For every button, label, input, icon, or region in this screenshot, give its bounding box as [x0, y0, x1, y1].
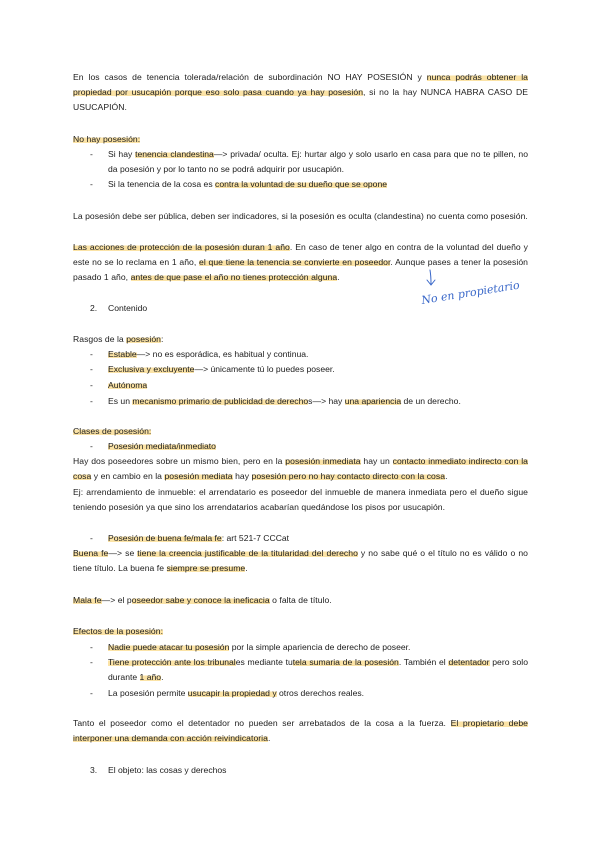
highlight: posesión [126, 334, 162, 344]
bullet: - [90, 380, 93, 390]
text: de un derecho. [401, 396, 461, 406]
text: Es un [108, 396, 133, 406]
heading-efectos [73, 624, 528, 639]
bullet: - [90, 533, 93, 543]
text: . [161, 672, 164, 682]
text: La posesión debe ser pública, deben ser indicadores, si la posesión es oculta (clandestina) no cuenta como posesión. [73, 211, 528, 221]
bullet: - [90, 149, 93, 159]
highlight: contacto inmediato indirecto con la cosa [73, 456, 529, 481]
section-title: Contenido [108, 303, 148, 313]
paragraph-mediata-inmediata [73, 454, 528, 484]
heading-rasgos [73, 332, 528, 347]
highlight: Exclusiva y excluyente [108, 364, 195, 374]
highlight: siempre se presume [166, 563, 246, 573]
list-item [108, 347, 528, 362]
heading-text: No hay posesión: [73, 134, 141, 144]
highlight: oseedor sabe y conoce la ineficacia [131, 595, 270, 605]
highlight: detentador [448, 657, 490, 667]
text: . [337, 272, 340, 282]
text: Si la tenencia de la cosa es [108, 179, 216, 189]
bullet: - [90, 179, 93, 189]
text: , si no la hay NUNCA HABRA CASO DE USUCAPIÓN. [73, 87, 528, 112]
text: y no sabe qué o el título no es válido o no tiene título. La buena fe [73, 548, 528, 573]
text: La posesión permite [108, 688, 188, 698]
paragraph-posesion-publica [73, 209, 528, 224]
highlight: usucapir la propiedad y [187, 688, 277, 698]
handwritten-note [418, 268, 558, 318]
list-item [108, 177, 528, 192]
text: —> se [108, 548, 138, 558]
section-title: El objeto: las cosas y derechos [108, 765, 227, 775]
highlight: Clases de posesión: [73, 426, 152, 436]
text: Hay dos poseedores sobre un mismo bien, pero en la [73, 456, 286, 466]
text: —> no es esporádica, es habitual y continua. [136, 349, 309, 359]
highlight: tela sumaria de la posesión [292, 657, 399, 667]
highlight: Autónoma [108, 380, 148, 390]
bullet: - [90, 657, 93, 667]
text: . También el [398, 657, 449, 667]
list-item [108, 378, 528, 393]
text: Si hay [108, 149, 136, 159]
bullet: - [90, 441, 93, 451]
text: . En caso de tener algo en contra de la voluntad del dueño y este no se lo reclama en 1 año, [73, 242, 528, 267]
text: . [267, 733, 271, 743]
text: es mediante tu [235, 657, 293, 667]
highlight: posesión mediata [164, 471, 233, 481]
highlight: una apariencia [344, 396, 402, 406]
text: En los casos de tenencia tolerada/relación de subordinación NO HAY POSESIÓN y [73, 72, 427, 82]
paragraph-mala-fe [73, 593, 528, 608]
handwritten-text: No en propietario [420, 278, 521, 307]
text: o falta de título. [269, 595, 332, 605]
highlight: Posesión de buena fe/mala fe [108, 533, 222, 543]
list-item [108, 531, 528, 546]
highlight: Posesión mediata/inmediato [108, 441, 216, 451]
heading-no-hay-posesion [73, 132, 528, 147]
text: s—> hay [308, 396, 345, 406]
highlight: tenencia clandestina [135, 149, 214, 159]
paragraph-ejemplo-arrendamiento [73, 485, 528, 515]
text: : art 521-7 CCCat [221, 533, 290, 543]
bullet: - [90, 349, 93, 359]
text: . Aunque pases a tener la posesión pasado 1 año, [73, 257, 528, 282]
highlight: 1 año [139, 672, 162, 682]
list-item [108, 640, 528, 655]
highlight: Efectos de la posesión: [73, 626, 164, 636]
text: Rasgos de la [73, 334, 127, 344]
list-item [108, 686, 528, 701]
list-item [108, 439, 528, 454]
highlight: Buena fe [73, 548, 109, 558]
text: —> únicamente tú lo puedes poseer. [194, 364, 335, 374]
text: —> el p [101, 595, 132, 605]
highlight: antes de que pase el año no tienes protección alguna [130, 272, 338, 282]
section-number: 2. [90, 303, 98, 313]
highlight: Las acciones de protección de la posesión duran 1 año [73, 242, 290, 252]
list-item [108, 655, 528, 685]
list-item [108, 362, 528, 377]
text: Ej: arrendamiento de inmueble: el arrendatario es poseedor del inmueble de manera inmediata pero el dueño sigue teniendo posesión ya que sino los arrendatarios acabarían quedándose los pisos por usucapión. [73, 487, 528, 512]
text: . [445, 471, 448, 481]
highlight: Mala fe [73, 595, 102, 605]
heading-clases [73, 424, 528, 439]
list-item [108, 394, 528, 409]
highlight: El propietario debe interponer una demanda con acción reivindicatoria [73, 718, 528, 743]
list-item [108, 147, 528, 177]
highlight: mecanismo primario de publicidad de derecho [132, 396, 309, 406]
highlight: Nadie puede atacar tu posesión [108, 642, 230, 652]
highlight: posesión inmediata [285, 456, 361, 466]
paragraph-poseedor-detentador [73, 716, 528, 746]
bullet: - [90, 364, 93, 374]
highlight: nunca podrás obtener la propiedad por usucapión porque eso solo pasa cuando ya hay posesión [73, 72, 528, 97]
text: pero solo durante [108, 657, 528, 682]
text: por la simple apariencia de derecho de poseer. [229, 642, 411, 652]
highlight: posesión pero no hay contacto directo con la cosa [251, 471, 446, 481]
bullet: - [90, 396, 93, 406]
paragraph-buena-fe [73, 546, 528, 576]
highlight: contra la voluntad de su dueño que se opone [215, 179, 388, 189]
text: : [161, 334, 164, 344]
text: hay un [360, 456, 393, 466]
highlight: Estable [108, 349, 137, 359]
section-number: 3. [90, 765, 98, 775]
text: . [245, 563, 248, 573]
bullet: - [90, 688, 93, 698]
highlight: tiene la creencia justificable de la titularidad del derecho [137, 548, 358, 558]
highlight: el que tiene la tenencia se convierte en poseedor [199, 257, 391, 267]
text: y en cambio en la [91, 471, 165, 481]
bullet: - [90, 642, 93, 652]
text: hay [232, 471, 252, 481]
text: Tanto el poseedor como el detentador no pueden ser arrebatados de la cosa a la fuerza. [73, 718, 451, 728]
text: —> privada/ oculta. Ej: hurtar algo y solo usarlo en casa para que no te pillen, no da posesión y por lo tanto no se podrá adquirir por usucapión. [108, 149, 528, 174]
paragraph-tenencia-tolerada [73, 70, 528, 115]
highlight: Tiene protección ante los tribunal [108, 657, 236, 667]
text: otros derechos reales. [276, 688, 365, 698]
